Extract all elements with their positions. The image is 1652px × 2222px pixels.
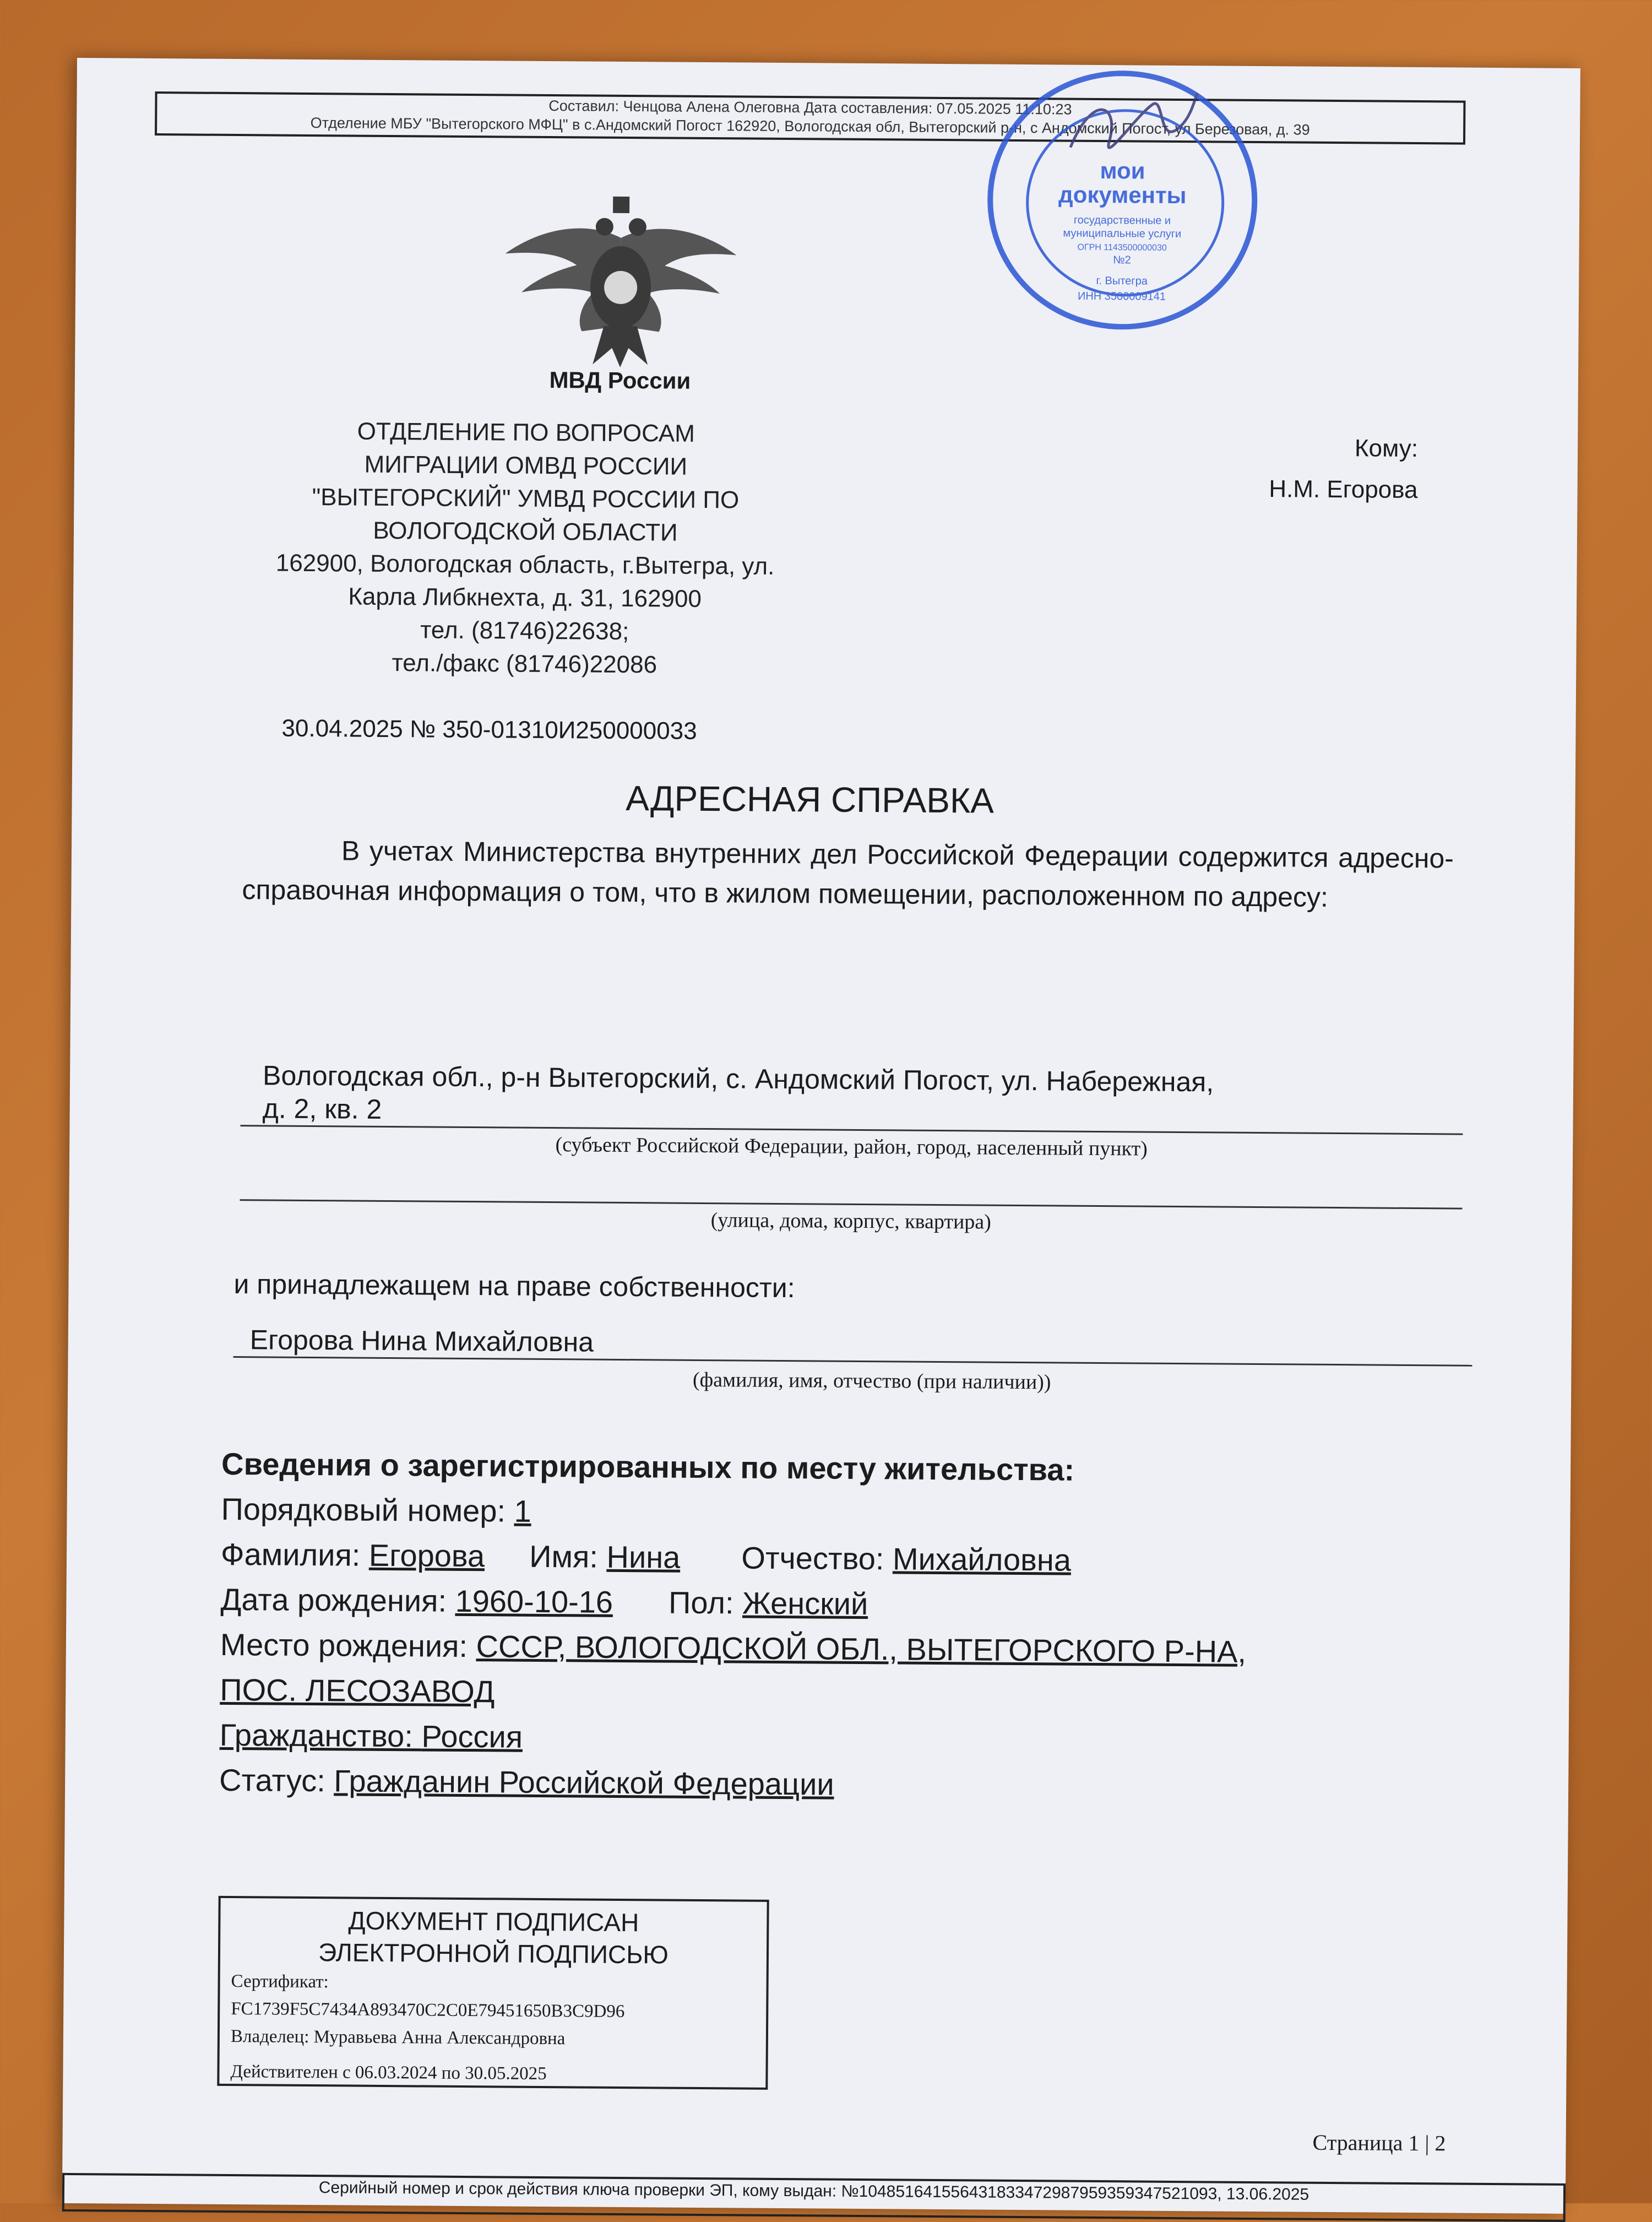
cert-value: FC1739F5C7434A893470C2C0E79451650B3C9D96	[231, 1999, 625, 2022]
recipient-name: Н.М. Егорова	[1269, 475, 1418, 504]
street-line	[240, 1177, 1463, 1209]
dept-line: "ВЫТЕГОРСКИЙ" УМВД РОССИИ ПО	[312, 483, 740, 514]
signature-scribble-icon	[1059, 81, 1203, 192]
compiler-header	[155, 91, 1466, 145]
status-value: Гражданин Российской Федерации	[334, 1763, 834, 1802]
status-row	[219, 1758, 1486, 1812]
citizenship-value: Россия	[421, 1719, 523, 1754]
surname-value: Егорова	[368, 1537, 485, 1574]
owner-label: и принадлежащем на праве собственности:	[233, 1269, 795, 1304]
stamp-logo-line2: документы	[1058, 181, 1187, 209]
pob-label: Место рождения:	[220, 1627, 476, 1664]
registered-section	[219, 1441, 1488, 1812]
cert-validity: Действителен с 06.03.2024 по 30.05.2025	[230, 2062, 547, 2084]
key-serial-footer: Серийный номер и срок действия ключа проверки ЭП, кому выдан: №104851641556431833472987959359347521093, 13.06.2025	[62, 2173, 1566, 2222]
given-name-label: Имя:	[529, 1538, 607, 1574]
status-label: Статус:	[219, 1762, 334, 1798]
cert-owner: Владелец: Муравьева Анна Александровна	[230, 2026, 566, 2049]
name-row	[221, 1532, 1488, 1586]
given-name-value: Нина	[606, 1539, 681, 1575]
dob-row	[220, 1577, 1487, 1631]
patronymic-value: Михайловна	[892, 1541, 1072, 1578]
stamp-city: г. Вытегра	[1096, 274, 1148, 288]
citizenship-row	[219, 1712, 1486, 1766]
dept-line: ОТДЕЛЕНИЕ ПО ВОПРОСАМ	[357, 418, 695, 447]
surname-label: Фамилия:	[220, 1536, 369, 1573]
dob-value: 1960-10-16	[455, 1583, 613, 1619]
stamp-text-2: муниципальные услуги	[1063, 227, 1182, 241]
sex-value: Женский	[742, 1585, 868, 1622]
citizenship-label: Гражданство:	[219, 1717, 422, 1754]
office-line: Отделение МБУ "Вытегорского МФЦ" в с.Андомский Погост 162920, Вологодская обл, Вытегорский р-н, с Андомский Погост, ул Березовая, д. 39	[310, 114, 1310, 138]
seq-row	[221, 1487, 1488, 1541]
dob-label: Дата рождения:	[220, 1581, 455, 1618]
dept-address-line: 162900, Вологодская область, г.Вытегра, ул.	[275, 549, 775, 580]
sex-label: Пол:	[668, 1585, 743, 1621]
stamp-num: №2	[1113, 254, 1131, 267]
owner-name: Егорова Нина Михайловна	[233, 1323, 1472, 1367]
document-title: АДРЕСНАЯ СПРАВКА	[626, 778, 995, 821]
seq-value: 1	[514, 1493, 531, 1529]
owner-caption: (фамилия, имя, отчество (при наличии))	[692, 1368, 1051, 1394]
dept-fax-line: тел./факс (81746)22086	[392, 649, 657, 679]
cert-label: Сертификат:	[231, 1971, 329, 1992]
dept-address-line: Карла Либкнехта, д. 31, 162900	[348, 583, 702, 613]
signature-title-1: ДОКУМЕНТ ПОДПИСАН	[348, 1906, 639, 1937]
pob-row-continued	[220, 1667, 1487, 1721]
ministry-name: МВД России	[549, 367, 691, 394]
seq-label: Порядковый номер:	[221, 1491, 514, 1529]
page-number: Страница 1 | 2	[1312, 2129, 1446, 2156]
address-value-line2: д. 2, кв. 2	[240, 1092, 1463, 1135]
electronic-signature-box	[217, 1896, 769, 2090]
dept-phone-line: тел. (81746)22638;	[420, 616, 629, 646]
registration-number: 30.04.2025 № 350-01310И250000033	[281, 714, 697, 745]
mfc-stamp	[987, 70, 1258, 330]
dept-line: ВОЛОГОДСКОЙ ОБЛАСТИ	[373, 517, 678, 546]
dept-line: МИГРАЦИИ ОМВД РОССИИ	[364, 451, 688, 480]
pob-value-line1: СССР, ВОЛОГОДСКОЙ ОБЛ., ВЫТЕГОРСКОГО Р-НА,	[476, 1629, 1247, 1669]
department-block	[227, 414, 823, 683]
eagle-emblem-icon	[493, 187, 748, 371]
stamp-ogrn: ОГРН 1143500000030	[1077, 242, 1167, 253]
stamp-inn: ИНН 3500009141	[1077, 290, 1166, 303]
compiler-line: Составил: Ченцова Алена Олеговна Дата составления: 07.05.2025 11:10:23	[548, 97, 1072, 118]
intro-paragraph	[242, 830, 1454, 918]
pob-row	[220, 1622, 1487, 1676]
recipient-label: Кому:	[1354, 435, 1419, 463]
recipient-block	[1153, 426, 1418, 511]
registered-heading: Сведения о зарегистрированных по месту жительства:	[221, 1446, 1075, 1487]
stamp-logo-line1: мои	[1100, 157, 1145, 184]
address-caption-1: (субъект Российской Федерации, район, город, населенный пункт)	[555, 1133, 1148, 1161]
address-caption-2: (улица, дома, корпус, квартира)	[710, 1208, 992, 1234]
pob-value-line2: ПОС. ЛЕСОЗАВОД	[220, 1672, 495, 1709]
document-page	[62, 58, 1580, 2214]
signature-title-2: ЭЛЕКТРОННОЙ ПОДПИСЬЮ	[318, 1938, 669, 1969]
patronymic-label: Отчество:	[741, 1540, 893, 1576]
address-value-line1: Вологодская обл., р-н Вытегорский, с. Андомский Погост, ул. Набережная,	[262, 1060, 1214, 1098]
stamp-text-1: государственные и	[1073, 214, 1171, 227]
intro-text: В учетах Министерства внутренних дел Российской Федерации содержится адресно-справочная информация о том, что в жилом помещении, расположенном по адресу:	[242, 835, 1454, 913]
